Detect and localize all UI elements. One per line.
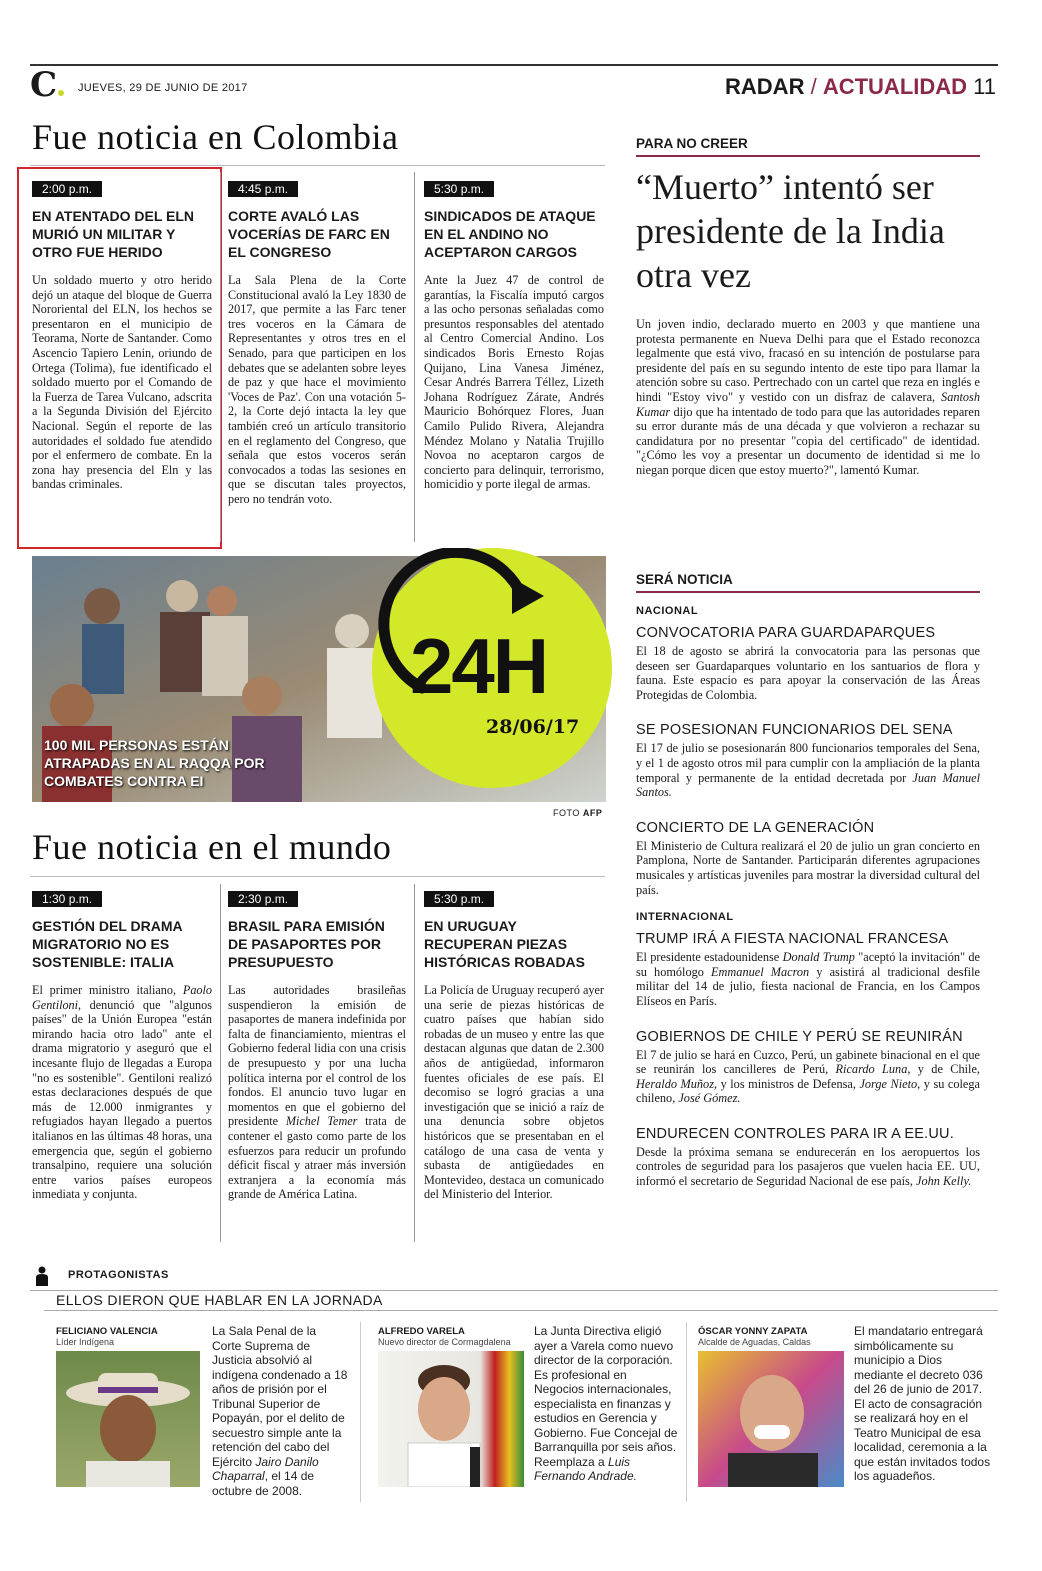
- news-item-title: CONCIERTO DE LA GENERACIÓN: [636, 819, 875, 836]
- kicker-rule: [636, 591, 980, 593]
- protagonistas-subtitle: ELLOS DIERON QUE HABLAR EN LA JORNADA: [56, 1292, 383, 1308]
- protagonistas-rule: [30, 1290, 998, 1291]
- story-headline: EN ATENTADO DEL ELN MURIÓ UN MILITAR Y OTRO FUE HERIDO: [32, 208, 195, 260]
- story-body: La Policía de Uruguay recuperó ayer una serie de piezas históricas de cuatro países que habían sido robadas de un museo y entre las que destacan algunas que datan de 2.300 años de antigüedad, informaron fuentes oficiales de ese país. El decomiso se logró gracias a una investigación que se inició a raíz de una denuncia sobre objetos históricos que se presentaban en el catálogo de una casa de venta y subasta de antigüedades en Montevideo, destaca un comunicado del Ministerio del Interior.: [424, 983, 604, 1202]
- protagonist-3: [698, 1326, 848, 1487]
- para-no-creer: [636, 136, 980, 478]
- story-body: La Sala Plena de la Corte Constitucional avaló la Ley 1830 de 2017, que permite a las Farc tener tres voceros en la Cámara de Representantes y otros tres en el Senado, para que participen en los debates que se adelanten sobre leyes de paz y que hace el movimiento 'Voces de Paz'. Con una votación 5-2, la Corte dejó intacta la ley que también creó un artículo transitorio en el reglamento del Congreso, que señala que estos voceros serán convocados a todas las sesiones en que se discutan tales proyectos, pero no tendrán voto.: [228, 273, 406, 506]
- mundo-title: Fue noticia en el mundo: [32, 827, 392, 867]
- news-item-body: El 17 de julio se posesionarán 800 funcionarios temporales del Sena, y el 1 de agosto otros mil para cumplir con la ampliación de la planta temporal y permanente de la entidad decretada por Juan Manuel Santos.: [636, 741, 981, 800]
- protagonist-name: ALFREDO VARELA: [378, 1326, 465, 1337]
- protagonistas-rule-2: [44, 1310, 998, 1311]
- story-headline: BRASIL PARA EMISIÓN DE PASAPORTES POR PRESUPUESTO: [228, 918, 385, 970]
- feature-body: Un joven indio, declarado muerto en 2003 y que mantiene una protesta permanente en Nueva Delhi para que el Estado reconozca legalmente que está vivo, fracasó en su intención de postularse para presidente del país en su segundo intento de este tipo para llamar la atención sobre su caso. Pertrechado con un cartel que reza en inglés e hindi "Estoy vivo" y vestido con un disfraz de calavera, Santosh Kumar dijo que ha intentado de todo para que las autoridades reparen su error durante más de una década y que volvieron a rechazar su candidatura por no presentar "copia del certificado" de identidad. "¿Cómo les voy a presentar un documento de identidad si me lo niegan porque dicen que estoy muerto?", lamentó Kumar.: [636, 317, 980, 477]
- column-divider: [220, 884, 221, 1242]
- story-time: 1:30 p.m.: [32, 891, 102, 907]
- column-divider: [414, 884, 415, 1242]
- nacional-label: NACIONAL: [636, 605, 699, 617]
- story-body: Las autoridades brasileñas suspendieron la emisión de pasaportes de manera indefinida por falta de financiamiento, mientras el Gobierno federal lidia con una crisis de presupuesto y por una lucha política interna por el control de los fondos. El anuncio tuvo lugar en momentos en que el gobierno del presidente Michel Temer trata de contener el gasto como parte de los esfuerzos para reducir un profundo déficit fiscal y atraer más inversión extranjera a la economía más grande de América Latina.: [228, 983, 407, 1202]
- colombia-story-3: [424, 178, 604, 492]
- mundo-story-3: [424, 888, 604, 1202]
- news-item-body: El 7 de julio se hará en Cuzco, Perú, un gabinete binacional en el que se reunirán los cancilleres de Perú, Ricardo Luna, y de Chile, Heraldo Muñoz, y los ministros de Defensa, Jorge Nieto, y su colega chileno, José Gómez.: [636, 1047, 980, 1106]
- news-item-title: ENDURECEN CONTROLES PARA IR A EE.UU.: [636, 1125, 954, 1142]
- protagonist-2-text: La Junta Directiva eligió ayer a Varela como nuevo director de la corporación. Es profesional en Negocios internacionales, especialista en finanzas y estudios en Gerencia y Gobierno. Fue Concejal de Barranquilla por seis años. Reemplaza a Luis Fernando Andrade.: [534, 1324, 678, 1483]
- photo-credit: FOTO AFP: [553, 808, 603, 818]
- column-divider: [220, 172, 221, 542]
- colombia-title: Fue noticia en Colombia: [32, 117, 399, 157]
- issue-date: JUEVES, 29 DE JUNIO DE 2017: [78, 82, 248, 94]
- mundo-rule: [30, 876, 605, 877]
- subsection-name: ACTUALIDAD: [822, 74, 968, 99]
- news-item-title: GOBIERNOS DE CHILE Y PERÚ SE REUNIRÁN: [636, 1028, 963, 1045]
- column-divider: [414, 172, 415, 542]
- protagonist-1: [56, 1326, 206, 1487]
- protagonistas-label: PROTAGONISTAS: [68, 1269, 169, 1281]
- internacional-label: INTERNACIONAL: [636, 911, 734, 924]
- news-item-body: El Ministerio de Cultura realizará el 20 de julio un gran concierto en Pamplona, Norte de Santander. Participarán diferentes agrupaciones musicales y artísticas juveniles para mostrar la diversidad cultural del país.: [636, 838, 980, 897]
- news-item-body: El 18 de agosto se abrirá la convocatoria para las personas que deseen ser Guardaparques voluntario en los santuarios de flora y fauna. Este espacio es para apoyar la conservación de las Áreas Protegidas de Colombia.: [636, 644, 980, 702]
- colombia-rule: [30, 165, 605, 166]
- colombia-story-1: [32, 178, 212, 492]
- kicker: PARA NO CREER: [636, 136, 748, 151]
- story-headline: SINDICADOS DE ATAQUE EN EL ANDINO NO ACEPTARON CARGOS: [424, 208, 596, 260]
- protagonist-name: ÓSCAR YONNY ZAPATA: [698, 1326, 808, 1337]
- story-body: El primer ministro italiano, Paolo Gentiloni, denunció que "algunos países" de la Unión Europea "están mirando hacia otro lado" ante el drama migratorio y aseguró que el incesante flujo de llegadas a Europa "no es sostenible". Gentiloni realizó estas declaraciones después de que más de 12.000 inmigrantes y refugiados hayan llegado a puertos italianos en las últimas 48 horas, una emergencia que, según el gobierno transalpino, requiere una solución entre varios países europeos inmediata y conjunta.: [32, 983, 212, 1202]
- story-body: Un soldado muerto y otro herido dejó un ataque del bloque de Guerra Nororiental del ELN, los hechos se presentaron en el municipio de Teorama, Norte de Santander. Como Ascencio Tapiero Lenin, oriundo de Ortega (Tolima), fue identificado el soldado muerto por el Comando de la Fuerza de Tarea Vulcano, adscrita a la Segunda División del Ejército Nacional. Según el reporte de las autoridades el soldado fue atendido por el enfermero de combate. En la zona hay presencia del Eln y las bandas criminales.: [32, 273, 212, 492]
- news-item-body: Desde la próxima semana se endurecerán en los aeropuertos los controles de seguridad para los pasajeros que vuelen hacia EE. UU, informó el secretario de Seguridad Nacional de ese país, John Kelly.: [636, 1144, 980, 1189]
- news-item-body: El presidente estadounidense Donald Trump "aceptó la invitación" de su homólogo Emmanuel Macron y asistirá al tradicional desfile militar del 14 de julio, fiesta nacional de Francia, en los Campos Elíseos en París.: [636, 950, 980, 1008]
- badge-label: 24H: [410, 622, 548, 710]
- protagonist-role: Nuevo director de Cormagdalena: [378, 1337, 511, 1347]
- news-item-title: SE POSESIONAN FUNCIONARIOS DEL SENA: [636, 722, 953, 739]
- story-headline: EN URUGUAY RECUPERAN PIEZAS HISTÓRICAS ROBADAS: [424, 918, 586, 970]
- protagonist-photo: [378, 1351, 524, 1487]
- section-name: RADAR: [725, 74, 805, 99]
- protagonist-role: Líder Indígena: [56, 1337, 115, 1347]
- story-time: 4:45 p.m.: [228, 181, 298, 197]
- section-header: RADAR / ACTUALIDAD 11: [725, 74, 996, 99]
- news-item-title: TRUMP IRÁ A FIESTA NACIONAL FRANCESA: [636, 931, 949, 948]
- mundo-story-2: [228, 888, 406, 1202]
- badge-24h: [372, 548, 612, 788]
- story-body: Ante la Juez 47 de control de garantías, la Fiscalía imputó cargos a las ocho personas señaladas como presuntos responsables del atentado al Centro Comercial Andino. Los sindicados Boris Ernesto Rojas Quijano, Lina Vanesa Jiménez, Cesar Andrés Barrera Téllez, Lizeth Johana Rodríguez Zárate, Andrés Mauricio Bohórquez Flores, Juan Camilo Pulido Rivera, Alejandra Méndez Molano y Natalia Trujillo Novoa no aceptaron cargos de concierto para delinquir, terrorismo, homicidio y porte ilegal de armas.: [424, 273, 604, 492]
- protagonist-name: FELICIANO VALENCIA: [56, 1326, 158, 1337]
- protagonist-2: [378, 1326, 528, 1487]
- mundo-story-1: [32, 888, 212, 1202]
- story-time: 2:30 p.m.: [228, 891, 298, 907]
- story-time: 5:30 p.m.: [424, 891, 494, 907]
- badge-date: 28/06/17: [486, 716, 580, 738]
- protagonist-role: Alcalde de Aguadas, Caldas: [698, 1337, 811, 1347]
- header-rule: [30, 64, 998, 66]
- story-headline: CORTE AVALÓ LAS VOCERÍAS DE FARC EN EL CONGRESO: [228, 208, 390, 260]
- story-headline: GESTIÓN DEL DRAMA MIGRATORIO NO ES SOSTENIBLE: ITALIA: [32, 918, 183, 970]
- column-divider: [360, 1322, 361, 1502]
- page-number: 11: [973, 74, 996, 99]
- kicker-rule: [636, 155, 980, 157]
- story-time: 2:00 p.m.: [32, 181, 102, 197]
- logo: C: [30, 70, 64, 100]
- column-divider: [686, 1322, 687, 1502]
- feature-title: “Muerto” intentó ser presidente de la India otra vez: [636, 167, 945, 295]
- protagonist-3-text: El mandatario entregará simbólicamente su municipio a Dios mediante el decreto 036 del 26 de junio de 2017. El acto de consagración se realizará hoy en el Teatro Municipal de esa localidad, ceremonia a la que están invitados todos los aguadeños.: [854, 1324, 991, 1483]
- person-icon: [34, 1266, 50, 1286]
- news-item-title: CONVOCATORIA PARA GUARDAPARQUES: [636, 625, 936, 641]
- story-time: 5:30 p.m.: [424, 181, 494, 197]
- sera-noticia: [636, 572, 980, 1189]
- photo-caption: 100 MIL PERSONAS ESTÁN ATRAPADAS EN AL RAQQA POR COMBATES CONTRA EI: [44, 737, 265, 789]
- kicker: SERÁ NOTICIA: [636, 572, 733, 587]
- protagonist-1-text: La Sala Penal de la Corte Suprema de Justicia absolvió al indígena condenado a 18 años de prisión por el Tribunal Superior de Popayán, por el delito de secuestro simple ante la retención del cabo del Ejército Jairo Danilo Chaparral, el 14 de octubre de 2008.: [212, 1324, 348, 1498]
- protagonist-photo: [698, 1351, 844, 1487]
- protagonist-photo: [56, 1351, 200, 1487]
- colombia-story-2: [228, 178, 406, 507]
